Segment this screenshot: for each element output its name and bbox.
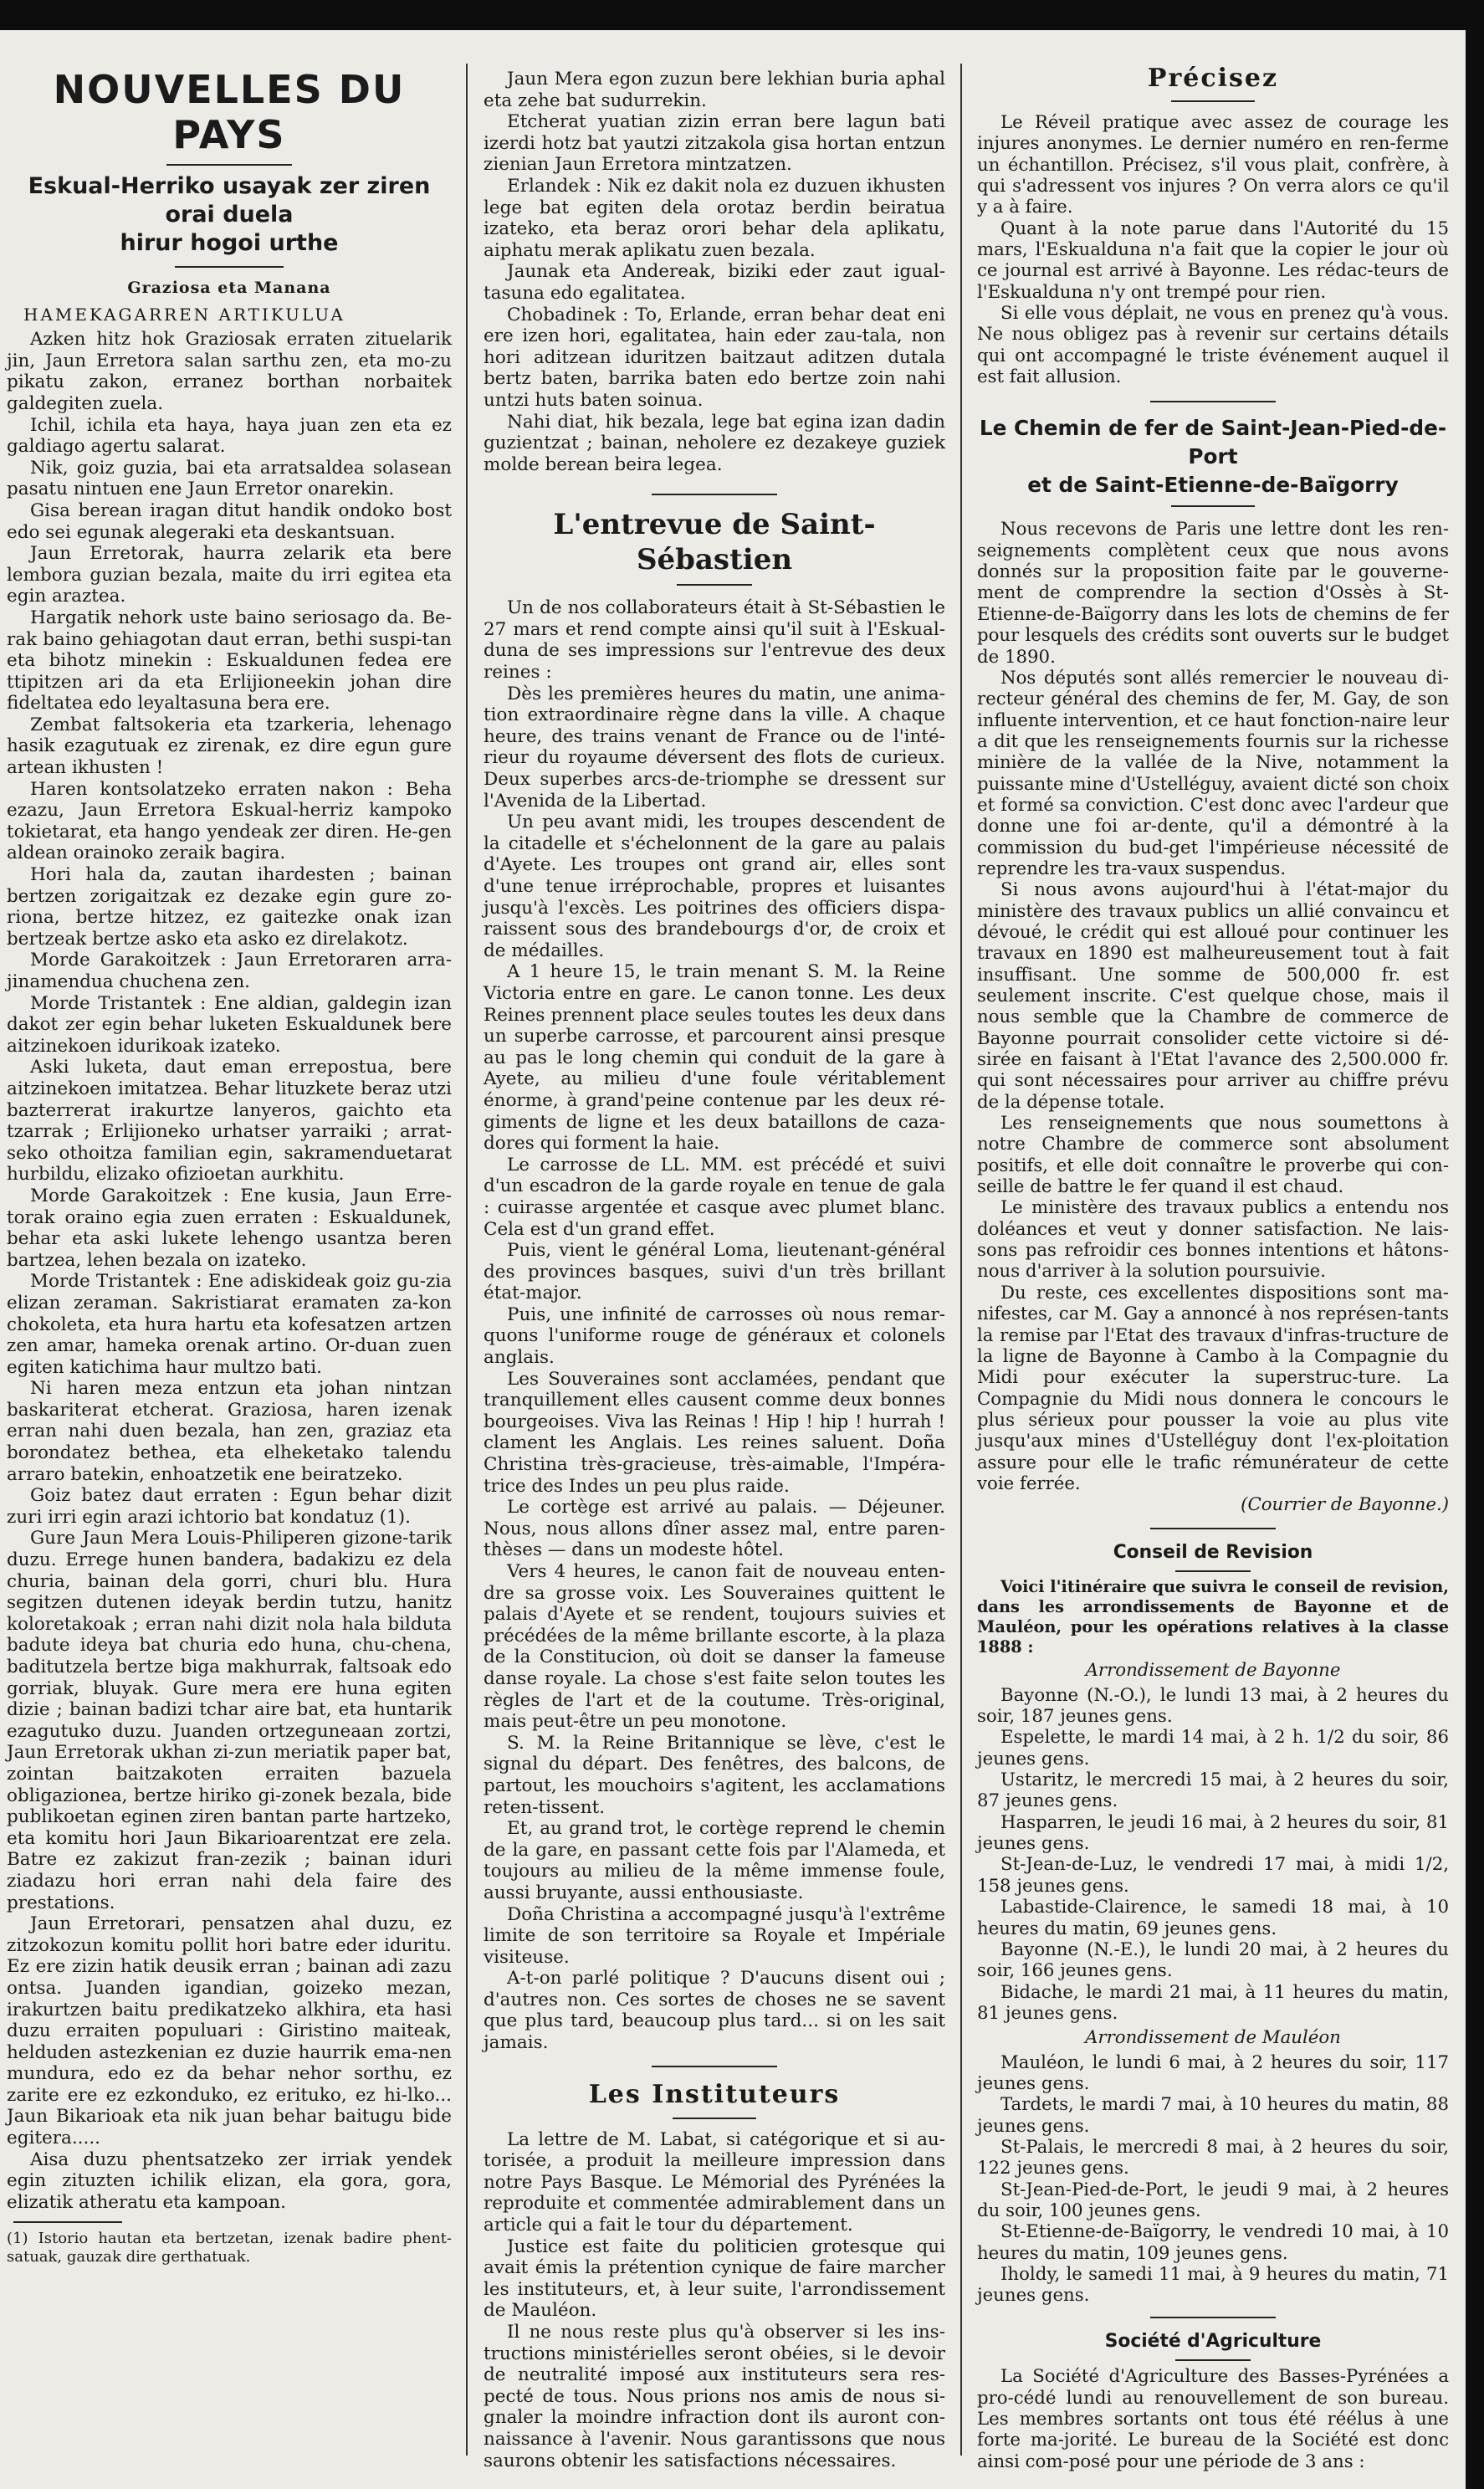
paragraph: Le ministère des travaux publics a entendu nos doléances et veut y donner satisfaction. Ne lais-sons pas refroidir ces bonnes intentions et hâtons-nous d'arriver à la solution poursuivie. [977,1197,1449,1283]
paragraph: Dès les premières heures du matin, une anima-tion extraordinaire règne dans la ville. A chaque heure, des trains venant de France ou de l'inté-rieur du royaume déversent des flots de curieux. Deux superbes arcs-de-triomphe se dressent sur l'Avenida de la Libertad. [484,683,945,812]
column-rule [960,64,962,2456]
title-rule [673,2118,756,2119]
article-title: Société d'Agriculture [1104,2330,1322,2352]
section-title: NOUVELLES DU PAYS [53,67,406,157]
paragraph: Nik, goiz guzia, bai eta arratsaldea solasean pasatu nintuen ene Jaun Erretor onarekin. [7,457,452,500]
article-title: Le Chemin de fer de Saint-Jean-Pied-de-Port [979,416,1447,469]
subtitle-rule [175,266,284,268]
paragraph: Etcherat yuatian zizin erran bere lagun bati izerdi hotz bat yautzi zitzakola gisa hortan entzun zienian Jaun Erretora mintzatzen. [484,111,945,176]
itinerary-list [977,2052,1449,2307]
column-left [0,30,458,2489]
paragraph: Si elle vous déplait, ne vous en prenez qu'à vous. Ne nous obligez pas à revenir sur certains détails qui ont accompagné le triste événement auquel il est fait allusion. [977,303,1449,388]
paragraph: La lettre de M. Labat, si catégorique et si au-torisée, a produit la meilleure impression dans notre Pays Basque. Le Mémorial des Pyrénées la reproduite et commentée admirablement dans un article qui a fait le tour du département. [484,2128,945,2236]
article-body [484,2129,945,2472]
paragraph: Zembat faltsokeria eta tzarkeria, lehenago hasik ezagutuak ez zirenak, ez dire egun gure artean ikhusten ! [7,714,452,779]
paragraph: Erlandek : Nik ez dakit nola ez duzuen ikhusten lege bat egiten dela orotaz berdin beiratua izateko, eta beraz orori behar dela aplikatu, aiphatu merak aplikatu zuen bezala. [484,175,945,261]
paragraph: S. M. la Reine Britannique se lève, c'est le signal du départ. Des fenêtres, des balcons, de partout, les mouchoirs s'agitent, les acclamations reten-tissent. [484,1732,945,1818]
story-title: Graziosa eta Manana [127,279,331,297]
paragraph: Bayonne (N.-O.), le lundi 13 mai, à 2 heures du soir, 187 jeunes gens. [977,1684,1449,1728]
subsection-title: Arrondissement de Bayonne [1085,1660,1341,1682]
newspaper-page [0,30,1466,2489]
paragraph: St-Jean-Pied-de-Port, le jeudi 9 mai, à 2 heures du soir, 100 jeunes gens. [977,2179,1449,2221]
column-middle [477,30,952,2489]
article-body [484,597,945,2053]
paragraph: Iholdy, le samedi 11 mai, à 9 heures du matin, 71 jeunes gens. [977,2264,1449,2307]
paragraph: Morde Garakoitzek : Ene kusia, Jaun Erre-torak oraino egia zuen erraten : Eskualdunek, behar eta aski lukete lehengo usantza beren bartzea, lehen bezala on izateko. [7,1185,452,1271]
itinerary-list [977,1685,1449,2025]
paragraph: Le cortège est arrivé au palais. — Déjeuner. Nous, nous allons dîner assez mal, entre paren-thèses — dans un modeste hôtel. [484,1497,945,1561]
paragraph: Morde Tristantek : Ene aldian, galdegin izan dakot zer egin behar luketen Eskualdunek bere aitzinekoen idurikoak izateko. [7,992,452,1057]
paragraph: St-Jean-de-Luz, le vendredi 17 mai, à midi 1/2, 158 jeunes gens. [977,1854,1449,1897]
title-rule [166,164,292,166]
column-right [970,30,1456,2489]
paragraph: Gure Jaun Mera Louis-Philiperen gizone-tarik duzu. Errege hunen bandera, badakizu ez dela churia, bainan dela gorri, churi blu. Hura segitzen dutenen ideyak berdin tutzu, hanitz koloretakoak ; erran nahi dizit nola hala bilduta badute ideya bat churia edo huna, chu-chena, baditutzela bertze biga makhurrak, faltsoak edo gorriak, bluyak. Gure mera ere huna egiten dizie ; bainan badizi tchar aire bat, eta huntarik ezagutuko duzu. Juanden ortzeguneaan zortzi, Jaun Erretorak ukhan zi-zun meriatik paper bat, zointan baitzakoten erraiten bazuela obligazionea, bertze hiriko gi-zonek bezala, bide publikoetan eginen ziren bantan parte hartzeko, eta komitu hori Jaun Bikarioarentzat ere zela. Batre ez zakizut fran-zezik ; bainan iduri ziadazu hori erran nahi dela faire des prestations. [7,1528,452,1913]
paragraph: La Société d'Agriculture des Basses-Pyrénées a pro-cédé lundi au renouvellement de son bureau. Les membres sortants ont tous été réélus à une forte ma-jorité. Le bureau de la Société est donc ainsi com-posé pour une période de 3 ans : [977,2366,1449,2472]
column-rule [466,64,468,2456]
paragraph: St-Etienne-de-Baïgorry, le vendredi 10 mai, à 10 heures du matin, 109 jeunes gens. [977,2221,1449,2264]
story-kicker: HAMEKAGARREN ARTIKULUA [23,304,345,325]
article-rule [1150,401,1276,402]
paragraph: Mauléon, le lundi 6 mai, à 2 heures du soir, 117 jeunes gens. [977,2051,1449,2094]
footnote-rule [13,2221,122,2223]
article-title: Conseil de Revision [1113,1541,1313,1563]
paragraph: Jaun Mera egon zuzun bere lekhian buria aphal eta zehe bat sudurrekin. [484,69,945,111]
paragraph: Un de nos collaborateurs était à St-Sébastien le 27 mars et rend compte ainsi qu'il suit à l'Eskual-duna de ses impressions sur l'entrevue des deux reines : [484,597,945,684]
article-body [484,69,945,475]
paragraph: Et, au grand trot, le cortège reprend le chemin de la gare, en passant cette fois par l'Alameda, et toujours au milieu de la même immense foule, aussi bruyante, aussi enthousiaste. [484,1818,945,1903]
article-body [977,2366,1449,2472]
paragraph: Nos députés sont allés remercier le nouveau di-recteur général des chemins de fer, M. Gay, de son influente intervention, et ce haut fonction-naire leur a dit que les renseignements fournis sur la richesse minière de la vallée de la Nive, notamment la puissante mine d'Ustelléguy, avaient dicté son choix et formé sa conviction. C'est donc avec l'ardeur que donne une foi ar-dente, qu'il a démontré à la commission du bud-get l'impérieuse nécessité de reprendre les tra-vaux suspendus. [977,667,1449,879]
article-body [7,329,452,2213]
paragraph: Azken hitz hok Graziosak erraten zituelarik jin, Jaun Erretora salan sarthu zen, eta mo-zu pikatu zakon, erranez borthan norbaitek galdegiten zuela. [7,329,452,414]
paragraph: Labastide-Clairence, le samedi 18 mai, à 10 heures du matin, 69 jeunes gens. [977,1897,1449,1939]
section-subtitle: Eskual-Herriko usayak zer ziren orai duela [28,173,431,228]
paragraph: Hargatik nehork uste baino seriosago da. Be-rak baino gehiagotan daut erran, bethi suspi-tan eta bihotz minekin : Eskualdunen fedea ere ttipitzen ari da eta Erlijioneekin johan dire fideltatea edo leyaltasuna bera ere. [7,607,452,714]
paragraph: Nous recevons de Paris une lettre dont les ren-seignements complètent ceux que nous avons donnés sur la proposition faite par le gouverne-ment de comprendre la section d'Ossès à St-Etienne-de-Baïgorry dans les lots de chemins de fer pour lesquels des crédits sont ouverts sur le budget de 1890. [977,519,1449,668]
paragraph: Aski luketa, daut eman errepostua, bere aitzinekoen imitatzea. Behar lituzkete beraz utzi bazterrerat irakurtze lanyeros, gaichto eta tzarrak ; Erlijioneko urhatser yarraiki ; arrat-seko othoitza familian egin, sakramenduetarat hurbildu, elizako ofizioetan aurkhitu. [7,1057,452,1186]
paragraph: Doña Christina a accompagné jusqu'à l'extrême limite de son territoire sa Royale et Impériale visiteuse. [484,1903,945,1968]
paragraph: Il ne nous reste plus qu'à observer si les ins-tructions ministérielles seront obéies, si le devoir de neutralité imposé aux instituteurs sera res-pecté de tous. Nous prions nos amis de nous si-gnaler la moindre infraction dont ils auront con-naissance à l'avenir. Nous garantissons que nous saurons obtenir les satisfactions nécessaires. [484,2322,945,2471]
paragraph: Puis, une infinité de carrosses où nous remar-quons l'uniforme rouge de généraux et colonels anglais. [484,1303,945,1369]
paragraph: Jaun Erretorari, pensatzen ahal duzu, ez zitzokozun komitu pollit hori batre eder iduritu. Ez ere zizin hatik deusik erran ; bainan adi zazu ontsa. Juanden igandian, goizeko mezan, irakurtzen baitu predikatzeko alkhira, eta hasi duzu erraiten populuari : Giristino maiteak, helduden astezkenian ez duzie haurrik ema-nen mundura, edo ez da behar nehor sorthu, ez zarite ere ez ezkonduko, ez erituko, ez hi-lko... Jaun Bikarioak eta nik juan behar baitugu bide egitera..... [7,1913,452,2149]
article-rule [652,494,777,495]
title-rule [1171,505,1255,507]
paragraph: Goiz batez daut erraten : Egun behar dizit zuri irri egin arazi ichtorio bat kondatuz (1). [7,1485,452,1528]
paragraph: Bayonne (N.-E.), le lundi 20 mai, à 2 heures du soir, 166 jeunes gens. [977,1938,1449,1982]
paragraph: Vers 4 heures, le canon fait de nouveau enten-dre sa grosse voix. Les Souveraines quittent le palais d'Ayete et se rendent, toujours suivies et précédées de la même brillante escorte, à la plaza de la Constitucion, où doit se danser la fameuse danse royale. La chose s'est faite selon toutes les règles de l'art et de la coutume. Très-original, mais peut-être un peu monotone. [484,1561,945,1733]
paragraph: Quant à la note parue dans l'Autorité du 15 mars, l'Eskualduna n'a fait que la copier le jour où ce journal est arrivé à Bayonne. Les rédac-teurs de l'Eskualduna n'y ont trempé pour rien. [977,218,1449,303]
paragraph: Jaunak eta Andereak, biziki eder zaut igual-tasuna edo egalitatea. [484,261,945,304]
paragraph: Haren kontsolatzeko erraten nakon : Beha ezazu, Jaun Erretora Eskual-herriz kampoko tokietarat, eta hango yendeak zer diren. He-gen aldean orainoko zeraik bagira. [7,778,452,864]
article-rule [1150,1528,1276,1529]
paragraph: Aisa duzu phentsatzeko zer irriak yendek egin zituzten ichilik elizan, ela gora, gora, elizatik atheratu eta kampoan. [7,2148,452,2213]
paragraph: Le Réveil pratique avec assez de courage les injures anonymes. Le dernier numéro en ren-ferme un échantillon. Précisez, s'il vous plait, confrère, à qui s'adressent vos injures ? On verra alors ce qu'il y a à faire. [977,112,1449,218]
article-body [977,519,1449,1494]
section-subtitle: hirur hogoi urthe [120,230,339,256]
article-title: L'entrevue de Saint-Sébastien [553,508,876,577]
paragraph: Jaun Erretorak, haurra zelarik eta bere lembora guzian bezala, maite du irri egitea eta egin araztea. [7,543,452,607]
paragraph: Morde Tristantek : Ene adiskideak goiz gu-zia elizan zeraman. Sakristiarat eramaten za-kon chokoleta, eta hura hartu eta kofesatzen artzen zen amar, hameka orenak artino. Or-duan zuen egiten katichima haur multzo bati. [7,1271,452,1378]
paragraph: Nahi diat, hik bezala, lege bat egina izan dadin guzientzat ; bainan, neholere ez dezakeye guziek molde berean beira legea. [484,411,945,475]
paragraph: Le carrosse de LL. MM. est précédé et suivi d'un escadron de la garde royale en tenue de gala : cuirasse argentée et casque avec plumet blanc. Cela est d'un grand effet. [484,1154,945,1240]
paragraph: Chobadinek : To, Erlande, erran behar deat eni ere izen hori, egalitatea, hain eder zau-tala, non hori aditzean iduritzen baitzaut aditzen dutala bertz baten, barrika baten edo bertze zoin nahi untzi huts baten soinua. [484,304,945,411]
footnote: (1) Istorio hautan eta bertzetan, izenak badire phent-satuak, gauzak dire gerthatuak. [7,2229,452,2266]
article-intro: Voici l'itinéraire que suivra le conseil de revision, dans les arrondissements de Bayonne et de Mauléon, pour les opérations relatives à la classe 1888 : [977,1577,1449,1657]
article-rule [652,2066,777,2067]
paragraph: Du reste, ces excellentes dispositions sont ma-nifestes, car M. Gay a annoncé à nos représen-tants la remise par l'Etat des travaux d'infras-tructure de la ligne de Bayonne à Cambo à la Compagnie du Midi pour exécuter la superstruc-ture. La Compagnie du Midi nous donnera le concours le plus sérieux pour pousser la voie au plus vite jusqu'aux mines d'Ustelléguy dont l'ex-ploitation assure pour elle le trafic rémunérateur de cette voie ferrée. [977,1282,1449,1494]
paragraph: Ichil, ichila eta haya, haya juan zen eta ez galdiago agertu salarat. [7,414,452,458]
article-title: Les Instituteurs [588,2079,841,2109]
paragraph: Justice est faite du politicien grotesque qui avait émis la prétention cynique de faire marcher les instituteurs, et, à leur suite, l'arrondissement de Mauléon. [484,2235,945,2322]
paragraph: A-t-on parlé politique ? D'aucuns disent oui ; d'autres non. Ces sortes de choses ne se savent que plus tard, beaucoup plus tard... si on les sait jamais. [484,1968,945,2054]
paragraph: Les renseignements que nous soumettons à notre Chambre de commerce sont absolument positifs, et elle doit connaître le proverbe qui con-seille de battre le fer quand il est chaud. [977,1113,1449,1198]
paragraph: Bidache, le mardi 21 mai, à 11 heures du matin, 81 jeunes gens. [977,1981,1449,2024]
title-rule [677,584,752,586]
paragraph: Tardets, le mardi 7 mai, à 10 heures du matin, 88 jeunes gens. [977,2094,1449,2137]
paragraph: Hasparren, le jeudi 16 mai, à 2 heures du soir, 81 jeunes gens. [977,1811,1449,1855]
paragraph: Un peu avant midi, les troupes descendent de la citadelle et s'échelonnent de la gare au palais d'Ayete. Les troupes ont grand air, elles sont d'une tenue irréprochable, propres et luisantes jusqu'à l'excès. Les poitrines des officiers dispa-raissent sous des brandebourgs d'or, de croix et de médailles. [484,812,945,961]
paragraph: Gisa berean iragan ditut handik ondoko bost edo sei egunak alegeraki eta deskantsuan. [7,499,452,543]
paragraph: Puis, vient le général Loma, lieutenant-général des provinces basques, suivi d'un très brillant état-major. [484,1240,945,1304]
paragraph: Hori hala da, zautan ihardesten ; bainan bertzen zorigaitzak ez dezake egin gure zo-riona, bertze hitzez, ez gaitezke onak izan bertzeak bertze asko eta asko ez direlakotz. [7,864,452,950]
subsection-title: Arrondissement de Mauléon [1085,2027,1341,2049]
paragraph: Si nous avons aujourd'hui à l'état-major du ministère des travaux publics un allié convaincu et dévoué, le crédit qui est alloué pour continuer les travaux en 1890 est malheureusement tout à fait insuffisant. Une somme de 500,000 fr. est seulement inscrite. C'est quelque chose, mais il nous semble que la Chambre de commerce de Bayonne pourrait consolider cette victoire si dé-sirée en faisant à l'Etat l'avance des 2,500.000 fr. qui sont nécessaires pour arriver au chiffre prévu de la dépense totale. [977,879,1449,1113]
paragraph: Ni haren meza entzun eta johan nintzan baskariterat etcherat. Graziosa, haren izenak erran nahi duen bezala, han zen, graziaz eta borondatez bethea, eta elheketako talendu arraro batekin, enhoatzetik ene beiratzeko. [7,1378,452,1485]
paragraph: Les Souveraines sont acclamées, pendant que tranquillement elles causent comme deux bonnes bourgeoises. Viva las Reinas ! Hip ! hip ! hurrah ! clament les Anglais. Les reines saluent. Doña Christina très-gracieuse, très-aimable, l'Impéra-trice des Indes un peu plus raide. [484,1368,945,1497]
article-source: (Courrier de Bayonne.) [1241,1494,1449,1516]
paragraph: St-Palais, le mercredi 8 mai, à 2 heures du soir, 122 jeunes gens. [977,2136,1449,2179]
article-body [977,112,1449,387]
article-rule [1150,2317,1276,2318]
title-rule [1175,2359,1251,2361]
title-rule [1171,100,1255,102]
paragraph: A 1 heure 15, le train menant S. M. la Reine Victoria entre en gare. Le canon tonne. Les deux Reines prennent place seules toutes les deux dans un superbe carrosse, et parcourent ainsi presque au pas le long chemin qui conduit de la gare à Ayete, au milieu d'une foule véritablement énorme, à grand'peine contenue par les deux ré-giments de ligne et les deux bataillons de caza-dores qui forment la haie. [484,961,945,1155]
paragraph: Espelette, le mardi 14 mai, à 2 h. 1/2 du soir, 86 jeunes gens. [977,1727,1449,1769]
paragraph: Morde Garakoitzek : Jaun Erretoraren arra-jinamendua chuchena zen. [7,950,452,992]
title-rule [1175,1570,1251,1572]
article-title: et de Saint-Etienne-de-Baïgorry [1027,472,1399,497]
article-title: Précisez [1147,64,1279,93]
paragraph: Ustaritz, le mercredi 15 mai, à 2 heures du soir, 87 jeunes gens. [977,1769,1449,1812]
